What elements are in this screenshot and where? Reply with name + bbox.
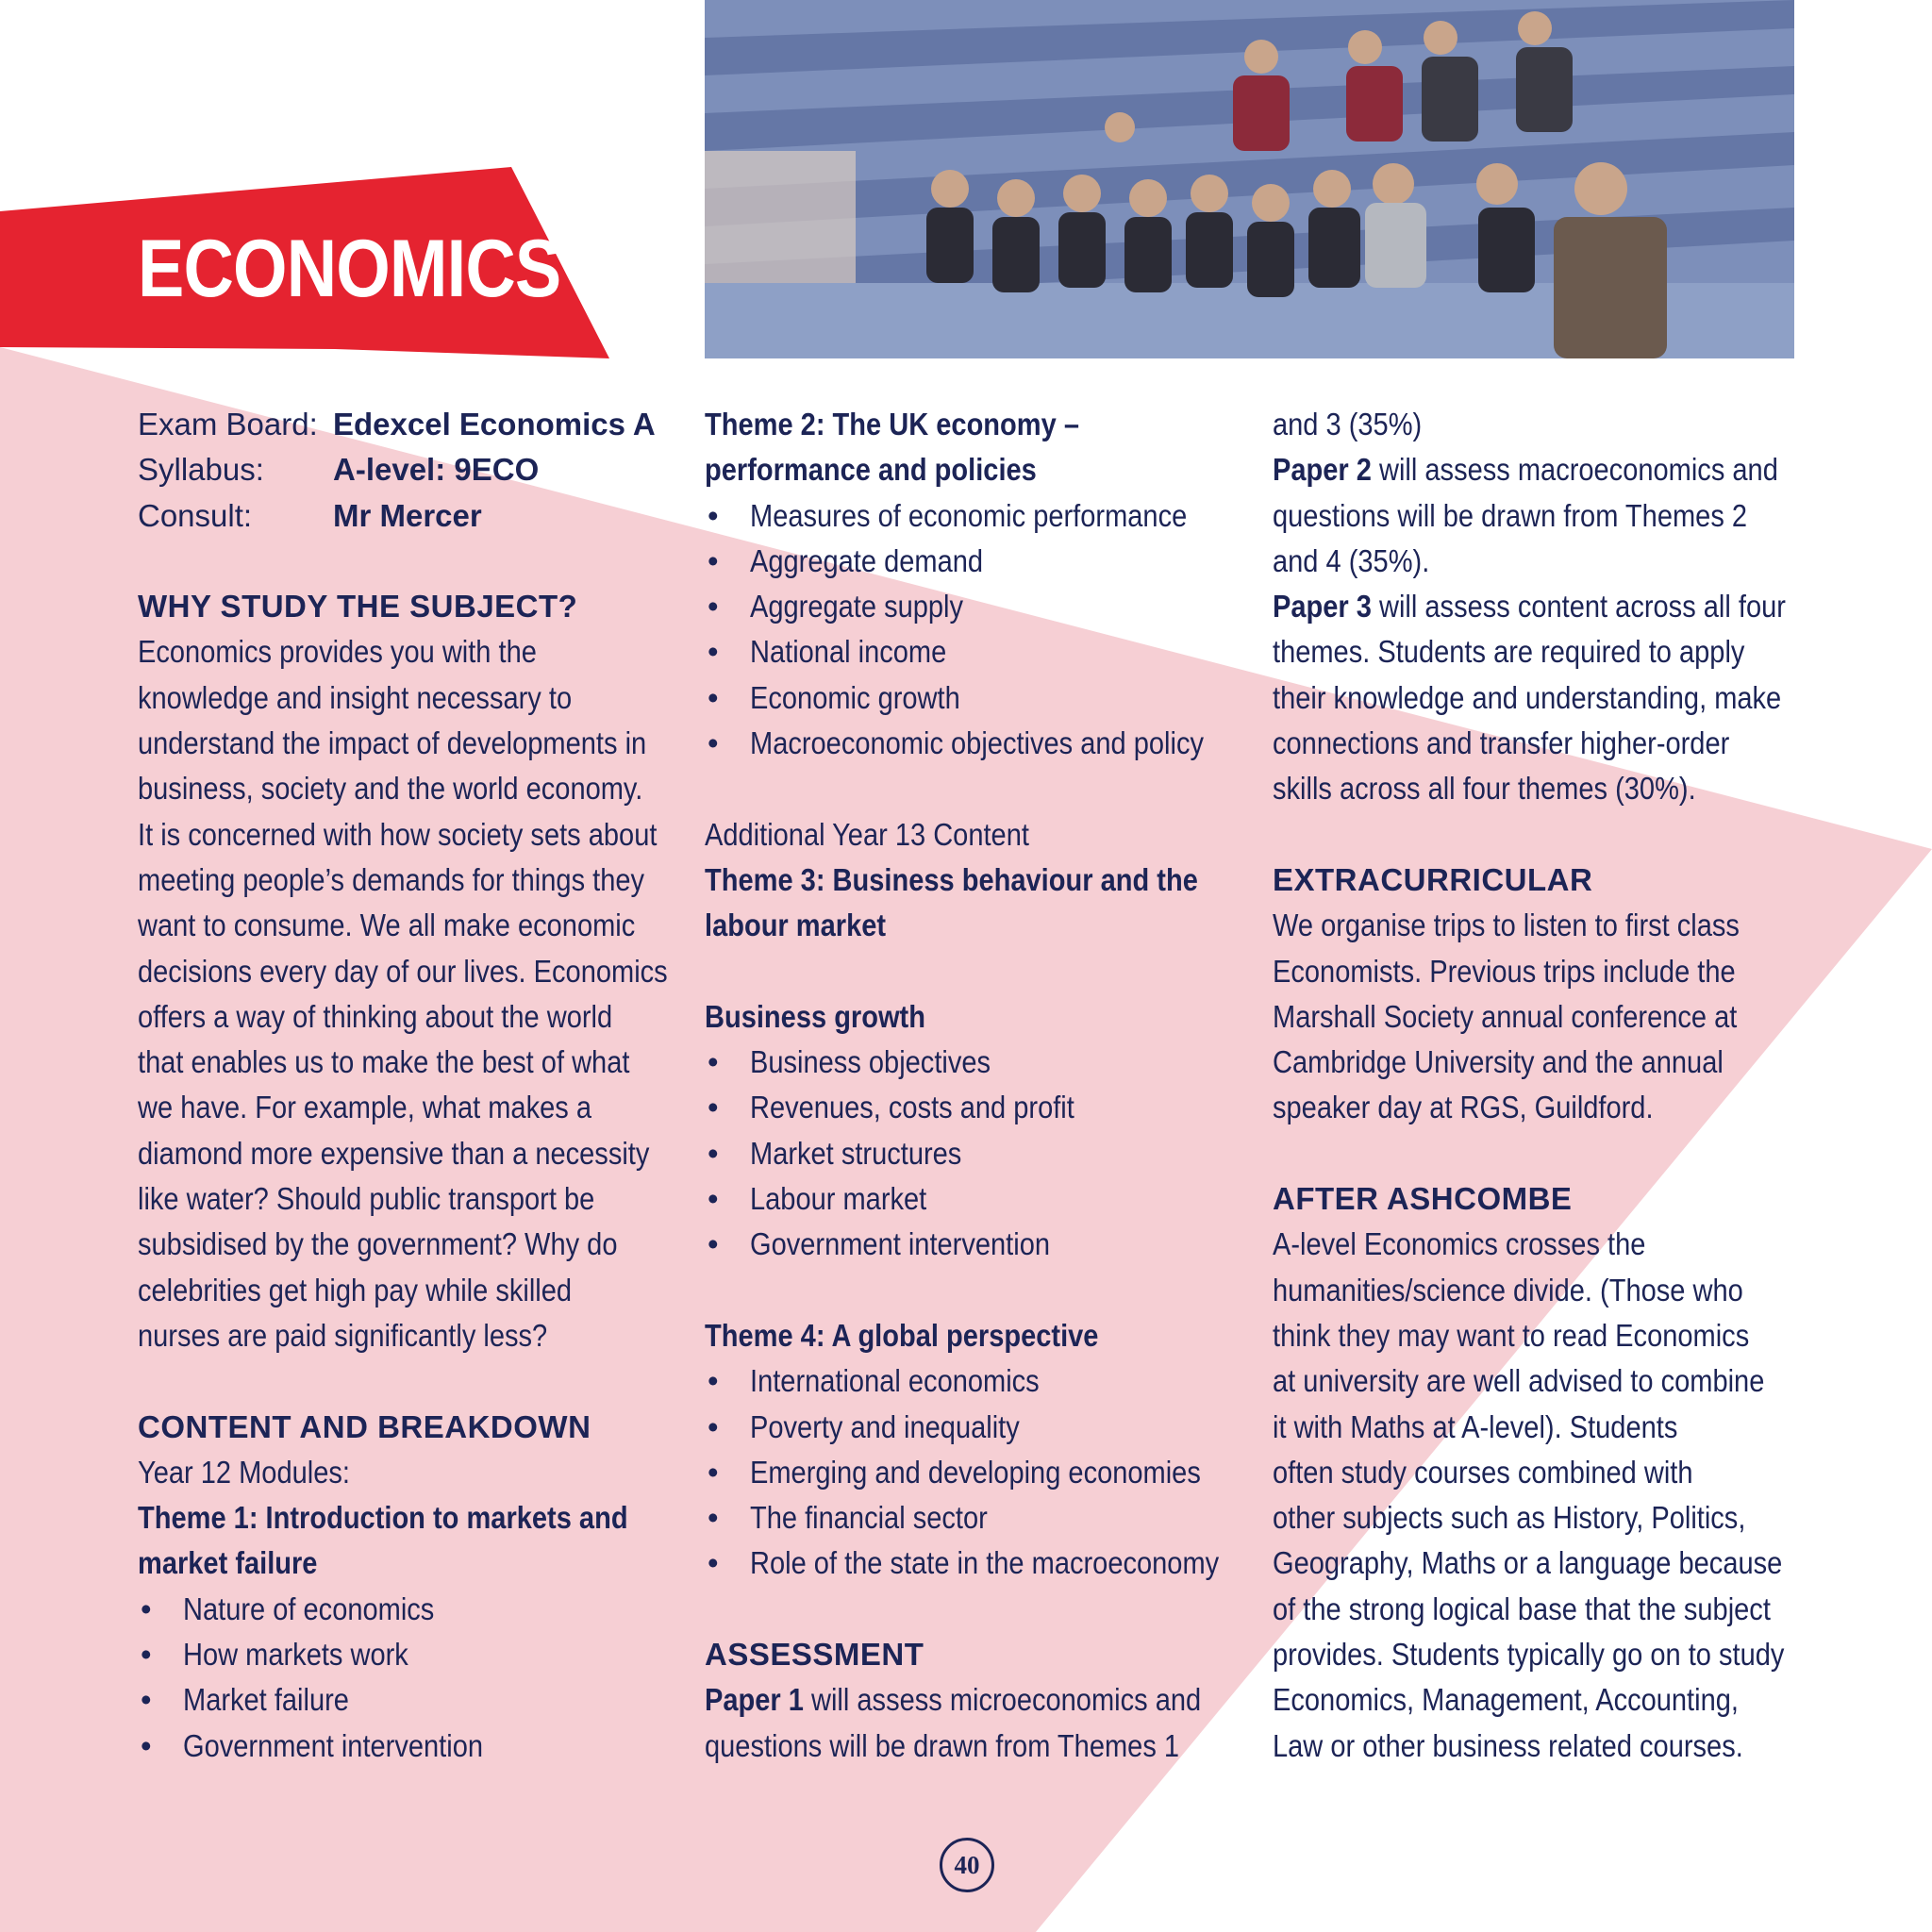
body-line: and 4 (35%).	[1273, 542, 1430, 578]
meta-value: Mr Mercer	[333, 497, 482, 533]
body-line: Economics, Management, Accounting,	[1273, 1682, 1739, 1718]
list-item: • Business objectives	[705, 1040, 1261, 1085]
list-item: • Revenues, costs and profit	[705, 1085, 1261, 1130]
year13-label: Additional Year 13 Content	[705, 816, 1029, 852]
paper2-line: Paper 2 will assess macroeconomics and	[1273, 452, 1778, 488]
why-study-body	[138, 629, 685, 1358]
column-left	[138, 402, 685, 1769]
body-line: Geography, Maths or a language because	[1273, 1545, 1783, 1581]
body-line: business, society and the world economy.	[138, 771, 643, 807]
meta-label: Consult:	[138, 497, 253, 533]
body-line: It is concerned with how society sets about	[138, 816, 658, 852]
course-meta	[138, 402, 685, 539]
list-item: • Role of the state in the macroeconomy	[705, 1541, 1261, 1586]
theme1-title-cont: market failure	[138, 1545, 318, 1581]
body-line: nurses are paid significantly less?	[138, 1317, 548, 1353]
body-line: skills across all four themes (30%).	[1273, 771, 1696, 807]
list-item: • International economics	[705, 1358, 1261, 1404]
list-item: • Economic growth	[705, 675, 1261, 721]
body-line: humanities/science divide. (Those who	[1273, 1272, 1743, 1307]
body-line: want to consume. We all make economic	[138, 908, 636, 943]
list-item: • Emerging and developing economies	[705, 1450, 1261, 1495]
theme4-list	[705, 1358, 1261, 1586]
body-line: provides. Students typically go on to study	[1273, 1637, 1785, 1673]
list-item: • Labour market	[705, 1176, 1261, 1222]
assessment-heading: ASSESSMENT	[705, 1637, 924, 1673]
list-item: • National income	[705, 629, 1261, 675]
list-item: • Measures of economic performance	[705, 493, 1261, 539]
body-line: connections and transfer higher-order	[1273, 725, 1730, 761]
page-number: 40	[940, 1838, 994, 1892]
body-line: of the strong logical base that the subject	[1273, 1591, 1771, 1626]
body-line: and 3 (35%)	[1273, 407, 1423, 441]
theme4-title: Theme 4: A global perspective	[705, 1317, 1099, 1353]
body-line: think they may want to read Economics	[1273, 1317, 1750, 1353]
list-item: • Government intervention	[705, 1222, 1261, 1267]
body-line: We organise trips to listen to first class	[1273, 908, 1740, 943]
column-right	[1273, 402, 1801, 1769]
body-line: A-level Economics crosses the	[1273, 1226, 1646, 1262]
body-line: themes. Students are required to apply	[1273, 634, 1745, 670]
list-item: • Market failure	[138, 1677, 685, 1723]
body-line: Economists. Previous trips include the	[1273, 953, 1736, 989]
meta-row-exam-board	[138, 402, 685, 447]
page-title: ECONOMICS	[138, 224, 561, 314]
list-item: • How markets work	[138, 1632, 685, 1677]
extracurricular-heading: EXTRACURRICULAR	[1273, 861, 1593, 897]
body-line: Marshall Society annual conference at	[1273, 998, 1738, 1034]
paper3-line: Paper 3 will assess content across all four	[1273, 589, 1786, 625]
body-line: decisions every day of our lives. Economics	[138, 953, 668, 989]
list-item: • Government intervention	[138, 1724, 685, 1769]
body-line: it with Maths at A-level). Students	[1273, 1408, 1678, 1444]
body-line: subsidised by the government? Why do	[138, 1226, 618, 1262]
list-item: • Aggregate supply	[705, 584, 1261, 629]
column-middle	[705, 402, 1261, 1769]
body-line: Law or other business related courses.	[1273, 1727, 1743, 1763]
meta-value: A-level: 9ECO	[333, 452, 540, 488]
body-line: we have. For example, what makes a	[138, 1090, 592, 1125]
why-study-heading: WHY STUDY THE SUBJECT?	[138, 589, 578, 625]
body-line: questions will be drawn from Themes 1	[705, 1727, 1180, 1763]
paper1-line: Paper 1 will assess microeconomics and	[705, 1682, 1202, 1718]
meta-label: Exam Board:	[138, 407, 318, 441]
body-line: knowledge and insight necessary to	[138, 679, 573, 715]
body-line: that enables us to make the best of what	[138, 1044, 630, 1080]
list-item: • Aggregate demand	[705, 539, 1261, 584]
theme2-title-cont: performance and policies	[705, 452, 1037, 488]
body-line: celebrities get high pay while skilled	[138, 1272, 573, 1307]
meta-row-consult	[138, 493, 685, 539]
after-ashcombe-heading: AFTER ASHCOMBE	[1273, 1181, 1573, 1217]
theme2-title: Theme 2: The UK economy –	[705, 407, 1079, 441]
body-line: Cambridge University and the annual	[1273, 1044, 1724, 1080]
body-line: Economics provides you with the	[138, 634, 537, 670]
list-item: • Macroeconomic objectives and policy	[705, 721, 1261, 766]
body-line: at university are well advised to combine	[1273, 1363, 1765, 1399]
content-breakdown-heading: CONTENT AND BREAKDOWN	[138, 1408, 591, 1444]
theme1-title: Theme 1: Introduction to markets and	[138, 1500, 628, 1536]
theme1-list	[138, 1587, 685, 1769]
body-line: like water? Should public transport be	[138, 1181, 595, 1217]
meta-row-syllabus	[138, 447, 685, 492]
meta-value: Edexcel Economics A	[333, 407, 656, 441]
meta-label: Syllabus:	[138, 452, 264, 488]
business-growth-title: Business growth	[705, 998, 925, 1034]
lecture-hall-photo	[705, 0, 1794, 358]
theme3-title: Theme 3: Business behaviour and the	[705, 861, 1198, 897]
theme3-title-cont: labour market	[705, 908, 887, 943]
body-line: offers a way of thinking about the world	[138, 998, 613, 1034]
list-item: • Market structures	[705, 1131, 1261, 1176]
list-item: • The financial sector	[705, 1495, 1261, 1541]
body-line: other subjects such as History, Politics,	[1273, 1500, 1746, 1536]
year12-label: Year 12 Modules:	[138, 1454, 350, 1490]
list-item: • Nature of economics	[138, 1587, 685, 1632]
body-line: often study courses combined with	[1273, 1454, 1693, 1490]
body-line: questions will be drawn from Themes 2	[1273, 497, 1748, 533]
theme2-list	[705, 493, 1261, 767]
business-growth-list	[705, 1040, 1261, 1267]
body-line: speaker day at RGS, Guildford.	[1273, 1090, 1654, 1125]
body-line: diamond more expensive than a necessity	[138, 1135, 650, 1171]
body-line: their knowledge and understanding, make	[1273, 679, 1782, 715]
list-item: • Poverty and inequality	[705, 1405, 1261, 1450]
body-line: meeting people’s demands for things they	[138, 861, 645, 897]
body-line: understand the impact of developments in	[138, 725, 647, 761]
